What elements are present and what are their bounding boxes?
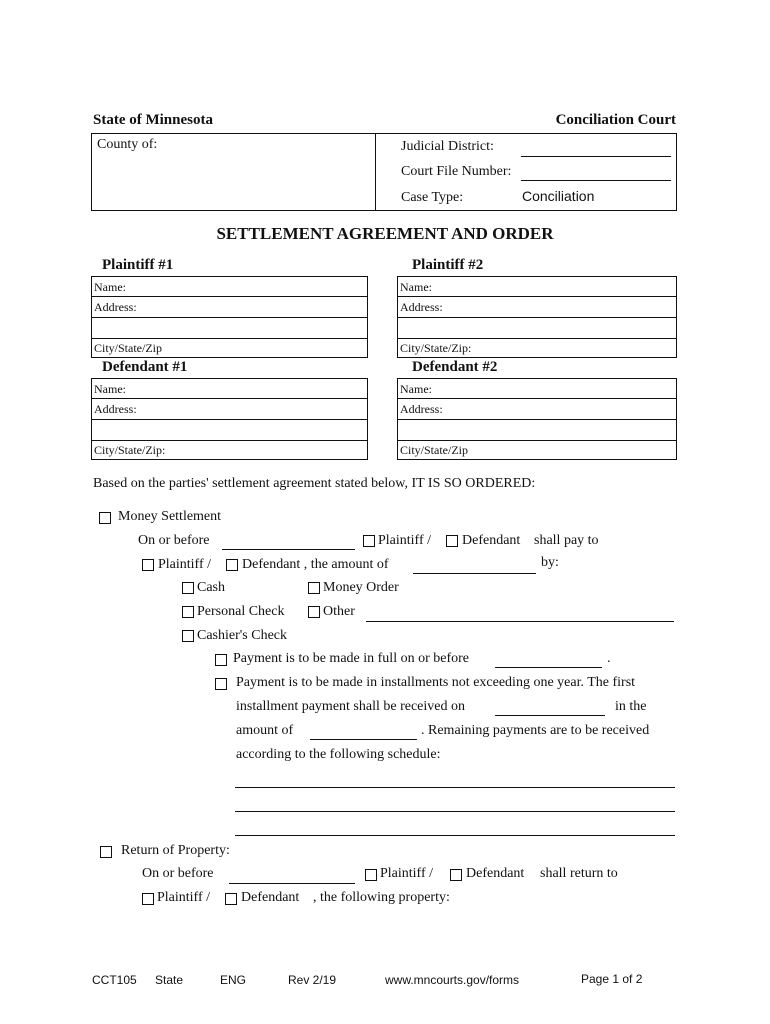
row-divider [397, 398, 677, 399]
schedule-line[interactable] [235, 835, 675, 836]
cash-label: Cash [197, 580, 225, 595]
defendant1-heading: Defendant #1 [102, 359, 188, 375]
cashiers-check-label: Cashier's Check [197, 628, 288, 643]
defendant2-heading: Defendant #2 [412, 359, 498, 375]
defendant2-name-label[interactable]: Name: [400, 382, 432, 396]
return-property-heading: Return of Property: [121, 843, 230, 858]
return-property-checkbox[interactable] [100, 846, 112, 858]
full-payment-period: . [607, 651, 611, 666]
by-label: by: [541, 555, 559, 570]
plaintiff2-city-label[interactable]: City/State/Zip: [400, 341, 472, 355]
plaintiff1-heading: Plaintiff #1 [102, 257, 174, 273]
row-divider [397, 440, 677, 441]
other-checkbox[interactable] [308, 606, 320, 618]
row-divider [397, 338, 677, 339]
defendant1-address-label[interactable]: Address: [94, 402, 137, 416]
plaintiff1-address-label[interactable]: Address: [94, 300, 137, 314]
plaintiff1-city-label[interactable]: City/State/Zip [94, 341, 162, 355]
cashiers-check-checkbox[interactable] [182, 630, 194, 642]
payee-defendant-amount-label: Defendant , the amount of [242, 557, 389, 572]
other-field[interactable] [366, 621, 674, 622]
state-heading: State of Minnesota [93, 112, 213, 128]
row-divider [397, 419, 677, 420]
in-the-label: in the [615, 699, 647, 714]
property-date-field[interactable] [229, 883, 355, 884]
personal-check-label: Personal Check [197, 604, 285, 619]
plaintiff2-heading: Plaintiff #2 [412, 257, 484, 273]
shall-return-to-label: shall return to [540, 866, 618, 881]
payee-plaintiff-label: Plaintiff / [158, 557, 212, 572]
defendant1-name-label[interactable]: Name: [94, 382, 126, 396]
footer-page-number: Page 1 of 2 [581, 972, 643, 986]
full-payment-date-field[interactable] [495, 667, 602, 668]
installments-checkbox[interactable] [215, 678, 227, 690]
payer-defendant-checkbox[interactable] [446, 535, 458, 547]
plaintiff2-address-label[interactable]: Address: [400, 300, 443, 314]
defendant1-city-label[interactable]: City/State/Zip: [94, 443, 166, 457]
row-divider [397, 296, 677, 297]
footer-form-code: CCT105 [92, 973, 137, 987]
row-divider [91, 440, 368, 441]
plaintiff1-name-label[interactable]: Name: [94, 280, 126, 294]
row-divider [91, 317, 368, 318]
footer-language: ENG [220, 973, 247, 987]
payer-plaintiff-checkbox[interactable] [363, 535, 375, 547]
installments-text-line2: installment payment shall be received on [236, 699, 465, 714]
county-label: County of: [97, 137, 158, 152]
row-divider [91, 338, 368, 339]
returner-plaintiff-label: Plaintiff / [380, 866, 434, 881]
recipient-plaintiff-checkbox[interactable] [142, 893, 154, 905]
following-property-label: , the following property: [313, 890, 450, 905]
shall-pay-to-label: shall pay to [534, 533, 599, 548]
schedule-label: according to the following schedule: [236, 747, 441, 762]
judicial-district-field[interactable] [521, 156, 671, 157]
row-divider [397, 317, 677, 318]
money-settlement-checkbox[interactable] [99, 512, 111, 524]
court-file-number-field[interactable] [521, 180, 671, 181]
returner-defendant-checkbox[interactable] [450, 869, 462, 881]
recipient-plaintiff-label: Plaintiff / [157, 890, 211, 905]
payer-plaintiff-label: Plaintiff / [378, 533, 432, 548]
footer-url[interactable]: www.mncourts.gov/forms [385, 973, 520, 987]
recipient-defendant-label: Defendant [241, 890, 300, 905]
full-payment-label: Payment is to be made in full on or before [233, 651, 469, 666]
footer-state: State [155, 973, 184, 987]
judicial-district-label: Judicial District: [401, 139, 494, 154]
returner-defendant-label: Defendant [466, 866, 525, 881]
case-type-value[interactable]: Conciliation [522, 188, 595, 204]
money-settlement-heading: Money Settlement [118, 509, 222, 524]
money-on-or-before-label: On or before [138, 533, 210, 548]
money-date-field[interactable] [222, 549, 355, 550]
property-on-or-before-label: On or before [142, 866, 214, 881]
money-order-label: Money Order [323, 580, 399, 595]
row-divider [91, 296, 368, 297]
row-divider [91, 419, 368, 420]
case-type-label: Case Type: [401, 190, 464, 205]
installments-text-line1: Payment is to be made in installments not exceeding one year. The first [236, 675, 636, 690]
order-intro: Based on the parties' settlement agreement stated below, IT IS SO ORDERED: [93, 476, 536, 491]
defendant2-address-label[interactable]: Address: [400, 402, 443, 416]
remaining-payments-label: . Remaining payments are to be received [421, 723, 650, 738]
amount-of-label: amount of [236, 723, 294, 738]
schedule-line[interactable] [235, 811, 675, 812]
footer-revision: Rev 2/19 [288, 973, 337, 987]
payee-plaintiff-checkbox[interactable] [142, 559, 154, 571]
payer-defendant-label: Defendant [462, 533, 521, 548]
row-divider [91, 398, 368, 399]
first-installment-amount-field[interactable] [310, 739, 417, 740]
other-label: Other [323, 604, 355, 619]
plaintiff2-name-label[interactable]: Name: [400, 280, 432, 294]
amount-field[interactable] [413, 573, 536, 574]
personal-check-checkbox[interactable] [182, 606, 194, 618]
returner-plaintiff-checkbox[interactable] [365, 869, 377, 881]
full-payment-checkbox[interactable] [215, 654, 227, 666]
court-file-number-label: Court File Number: [401, 164, 512, 179]
defendant2-city-label[interactable]: City/State/Zip [400, 443, 468, 457]
schedule-line[interactable] [235, 787, 675, 788]
document-title: SETTLEMENT AGREEMENT AND ORDER [216, 224, 554, 243]
payee-defendant-checkbox[interactable] [226, 559, 238, 571]
cash-checkbox[interactable] [182, 582, 194, 594]
first-installment-date-field[interactable] [495, 715, 605, 716]
court-heading: Conciliation Court [555, 112, 676, 128]
money-order-checkbox[interactable] [308, 582, 320, 594]
recipient-defendant-checkbox[interactable] [225, 893, 237, 905]
header-divider [375, 133, 376, 211]
